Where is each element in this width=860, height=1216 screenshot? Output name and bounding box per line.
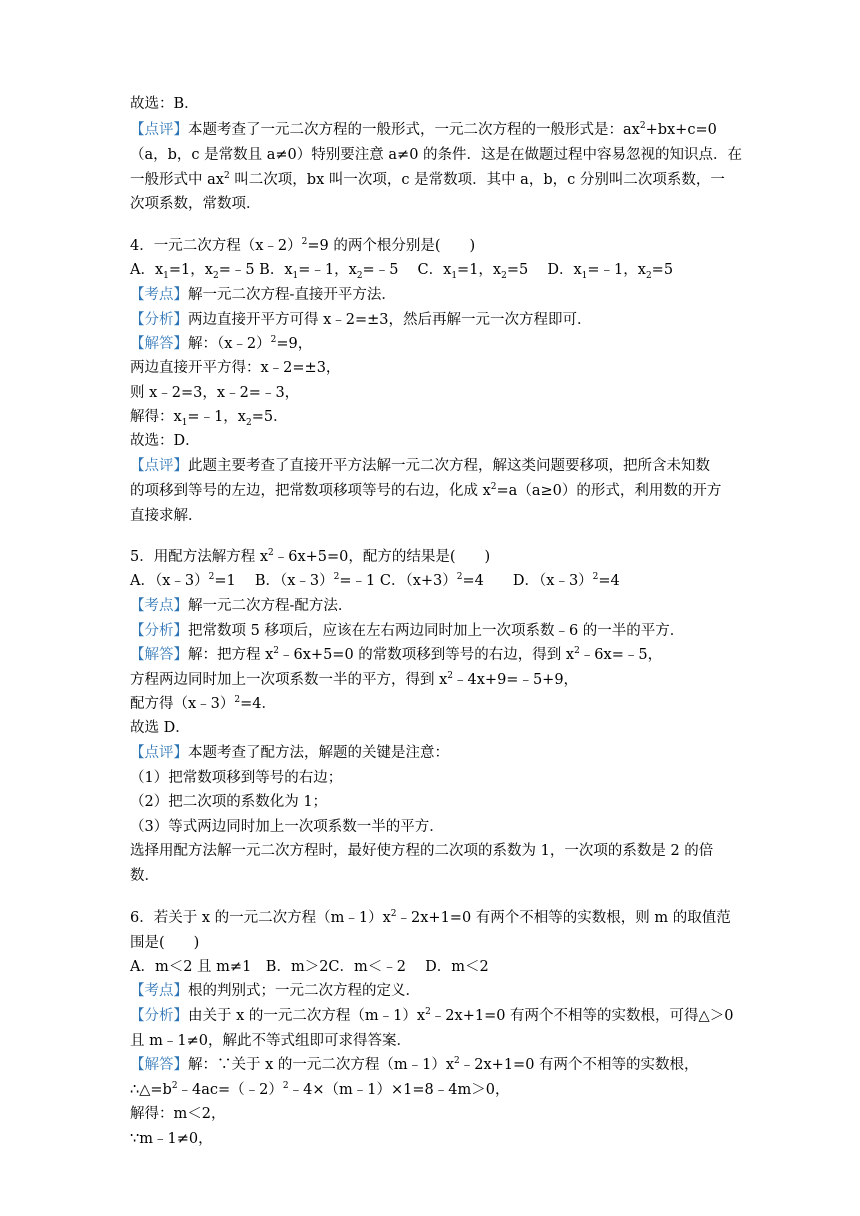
- text-run: A．（x﹣3）: [130, 573, 209, 589]
- text-run: ﹣4×（m﹣1）×1=8﹣4m＞0，: [288, 1082, 510, 1098]
- text-line: [130, 643, 740, 667]
- text-run: 本题考查了一元二次方程的一般形式，一元二次方程的一般形式是：ax: [188, 122, 640, 138]
- text-line: [130, 118, 740, 142]
- text-run: 两边直接开平方可得 x﹣2=±3，然后再解一元一次方程即可．: [188, 312, 592, 328]
- text-line: [130, 429, 740, 453]
- text-line: [130, 815, 740, 839]
- text-run: =5 D．x: [506, 262, 582, 278]
- text-run: ﹣4x+9=﹣5+9，: [453, 672, 579, 688]
- text-run: ﹣2x+1=0 有两个不相等的实数根，: [459, 1057, 699, 1073]
- section-tag: 【解答】: [130, 1057, 188, 1073]
- superscript: 2: [270, 335, 277, 346]
- text-run: 选择用配方法解一元二次方程时，最好使方程的二次项的系数为 1，一次项的系数是 2 的倍: [130, 843, 714, 859]
- text-line: [130, 979, 740, 1003]
- text-run: 解一元二次方程-直接开平方法．: [188, 287, 396, 303]
- text-line: [130, 545, 740, 569]
- text-line: [130, 479, 740, 503]
- section-tag: 【考点】: [130, 598, 188, 614]
- text-run: 把常数项 5 移项后，应该在左右两边同时加上一次项系数﹣6 的一半的平方．: [188, 623, 685, 639]
- text-run: 解一元二次方程-配方法．: [188, 598, 353, 614]
- section-tag: 【点评】: [130, 122, 188, 138]
- superscript: 2: [268, 548, 274, 559]
- text-run: =1，x: [457, 262, 502, 278]
- text-run: +bx+c=0: [645, 122, 717, 138]
- text-run: 且 m﹣1≠0，解此不等式组即可求得答案．: [130, 1033, 411, 1049]
- text-line: [130, 92, 740, 116]
- section-tag: 【分析】: [130, 623, 188, 639]
- superscript: 2: [234, 695, 241, 706]
- text-run: 4．一元二次方程（x﹣2）: [130, 238, 302, 254]
- text-line: [130, 716, 740, 740]
- text-run: 直接求解．: [130, 508, 203, 524]
- text-line: [130, 143, 743, 167]
- section-tag: 【分析】: [130, 1008, 188, 1024]
- text-line: [130, 283, 740, 307]
- text-line: [130, 906, 740, 930]
- subscript: 2: [356, 270, 363, 281]
- text-line: [130, 332, 740, 356]
- text-line: [130, 668, 740, 692]
- section-tag: 【解答】: [130, 336, 188, 352]
- subscript: 1: [163, 270, 169, 281]
- text-line: [130, 1127, 740, 1151]
- text-run: 解：把方程 x: [188, 647, 274, 663]
- text-line: [130, 168, 740, 192]
- text-line: [130, 454, 740, 478]
- text-run: 故选 D．: [130, 720, 190, 736]
- text-run: 两边直接开平方得：x﹣2=±3，: [130, 360, 341, 376]
- text-run: ﹣6x=﹣5，: [579, 647, 663, 663]
- superscript: 2: [592, 572, 599, 583]
- text-run: 解得：m＜2，: [130, 1106, 226, 1122]
- superscript: 2: [333, 572, 340, 583]
- text-run: 根的判别式；一元二次方程的定义．: [188, 983, 420, 999]
- text-run: =5: [651, 262, 674, 278]
- text-run: 解：∵关于 x 的一元二次方程（m﹣1）x: [188, 1057, 455, 1073]
- text-line: [130, 356, 740, 380]
- subscript: 1: [181, 417, 188, 428]
- text-run: =1 B．（x﹣3）: [214, 573, 334, 589]
- superscript: 2: [490, 482, 497, 493]
- superscript: 2: [171, 1081, 178, 1092]
- section-tag: 【点评】: [130, 458, 188, 474]
- section-tag: 【解答】: [130, 647, 188, 663]
- text-run: 围是( ): [130, 935, 200, 951]
- text-line: [130, 405, 740, 429]
- text-run: 此题主要考查了直接开平方法解一元二次方程，解这类问题要移项，把所含未知数: [188, 458, 710, 474]
- text-line: [130, 1078, 740, 1102]
- text-run: =﹣1 C．（x+3）: [339, 573, 457, 589]
- text-line: [130, 1053, 740, 1077]
- text-run: =4 D．（x﹣3）: [462, 573, 593, 589]
- text-run: ﹣2x+1=0 有两个不相等的实数根，则 m 的取值范: [396, 910, 731, 926]
- text-line: [130, 692, 740, 716]
- text-line: [130, 766, 740, 790]
- superscript: 2: [456, 572, 463, 583]
- text-run: 配方得（x﹣3）: [130, 696, 235, 712]
- superscript: 2: [208, 572, 215, 583]
- text-line: [130, 504, 740, 528]
- text-line: [130, 741, 740, 765]
- text-line: [130, 192, 740, 216]
- superscript: 2: [282, 1081, 289, 1092]
- subscript: 1: [451, 270, 458, 281]
- text-run: 解得：x: [130, 409, 182, 425]
- text-run: 方程两边同时加上一次项系数一半的平方，得到 x: [130, 672, 448, 688]
- text-line: [130, 619, 740, 643]
- superscript: 2: [223, 171, 230, 182]
- text-line: [130, 955, 740, 979]
- text-run: 5．用配方法解方程 x: [130, 549, 269, 565]
- superscript: 2: [574, 646, 580, 657]
- text-line: [130, 381, 740, 405]
- text-line: [130, 1004, 740, 1028]
- subscript: 2: [501, 270, 507, 281]
- superscript: 2: [390, 909, 397, 920]
- text-run: ﹣6x+5=0，配方的结果是( ): [273, 549, 491, 565]
- text-run: （3）等式两边同时加上一次项系数一半的平方．: [130, 819, 444, 835]
- text-line: [130, 1029, 740, 1053]
- text-run: =9 的两个根分别是( ): [307, 238, 476, 254]
- text-run: =﹣1，x: [587, 262, 646, 278]
- text-run: =4: [598, 573, 620, 589]
- section-tag: 【考点】: [130, 983, 188, 999]
- text-line: [130, 864, 740, 888]
- text-line: [130, 839, 740, 863]
- subscript: 2: [645, 270, 652, 281]
- text-line: [130, 594, 740, 618]
- subscript: 1: [292, 270, 299, 281]
- text-line: [130, 1102, 740, 1126]
- superscript: 2: [301, 237, 308, 248]
- text-run: ﹣6x+5=0 的常数项移到等号的右边，得到 x: [279, 647, 575, 663]
- text-run: 故选：D．: [130, 433, 200, 449]
- text-run: =a（a≥0）的形式，利用数的开方: [496, 483, 722, 499]
- text-run: 一般形式中 ax: [130, 172, 224, 188]
- text-line: [130, 569, 740, 593]
- text-run: =﹣1，x: [298, 262, 357, 278]
- superscript: 2: [425, 1007, 431, 1018]
- superscript: 2: [639, 121, 646, 132]
- text-run: 本题考查了配方法，解题的关键是注意：: [188, 745, 449, 761]
- text-run: 解：（x﹣2）: [188, 336, 271, 352]
- text-run: 的项移到等号的左边，把常数项移项等号的右边，化成 x: [130, 483, 491, 499]
- superscript: 2: [447, 671, 454, 682]
- superscript: 2: [454, 1056, 460, 1067]
- text-run: 次项系数，常数项．: [130, 196, 261, 212]
- text-line: [130, 258, 740, 282]
- text-run: =5．: [251, 409, 288, 425]
- text-run: ∵m﹣1≠0，: [130, 1131, 213, 1147]
- section-tag: 【考点】: [130, 287, 188, 303]
- superscript: 2: [273, 646, 280, 657]
- text-run: 数．: [130, 868, 159, 884]
- text-line: [130, 308, 740, 332]
- text-run: A．m＜2 且 m≠1 B．m＞2C．m＜﹣2 D．m＜2: [130, 959, 489, 975]
- text-run: 由关于 x 的一元二次方程（m﹣1）x: [188, 1008, 426, 1024]
- text-run: ﹣4ac=（﹣2）: [177, 1082, 283, 1098]
- text-run: 叫二次项，bx 叫一次项，c 是常数项．其中 a，b，c 分别叫二次项系数，一: [229, 172, 725, 188]
- subscript: 2: [212, 270, 219, 281]
- text-line: [130, 931, 740, 955]
- section-tag: 【分析】: [130, 312, 188, 328]
- subscript: 1: [581, 270, 588, 281]
- text-run: A．x: [130, 262, 164, 278]
- text-run: （a，b，c 是常数且 a≠0）特别要注意 a≠0 的条件．这是在做题过程中容易忽视的知识点．在: [130, 147, 743, 163]
- text-run: =9，: [276, 336, 313, 352]
- text-run: 则 x﹣2=3，x﹣2=﹣3，: [130, 385, 300, 401]
- text-run: （1）把常数项移到等号的右边；: [130, 770, 343, 786]
- subscript: 2: [245, 417, 252, 428]
- text-run: ﹣2x+1=0 有两个不相等的实数根，可得△＞0: [430, 1008, 734, 1024]
- text-run: =﹣5 C．x: [362, 262, 452, 278]
- text-run: 6．若关于 x 的一元二次方程（m﹣1）x: [130, 910, 391, 926]
- section-tag: 【点评】: [130, 745, 188, 761]
- text-run: =﹣1，x: [187, 409, 246, 425]
- text-line: [130, 234, 740, 258]
- text-run: ∴△=b: [130, 1082, 172, 1098]
- text-run: （2）把二次项的系数化为 1；: [130, 794, 328, 810]
- text-run: 故选：B．: [130, 96, 199, 112]
- text-run: =4．: [240, 696, 277, 712]
- text-run: =1，x: [168, 262, 213, 278]
- text-line: [130, 790, 740, 814]
- text-run: =﹣5 B．x: [218, 262, 293, 278]
